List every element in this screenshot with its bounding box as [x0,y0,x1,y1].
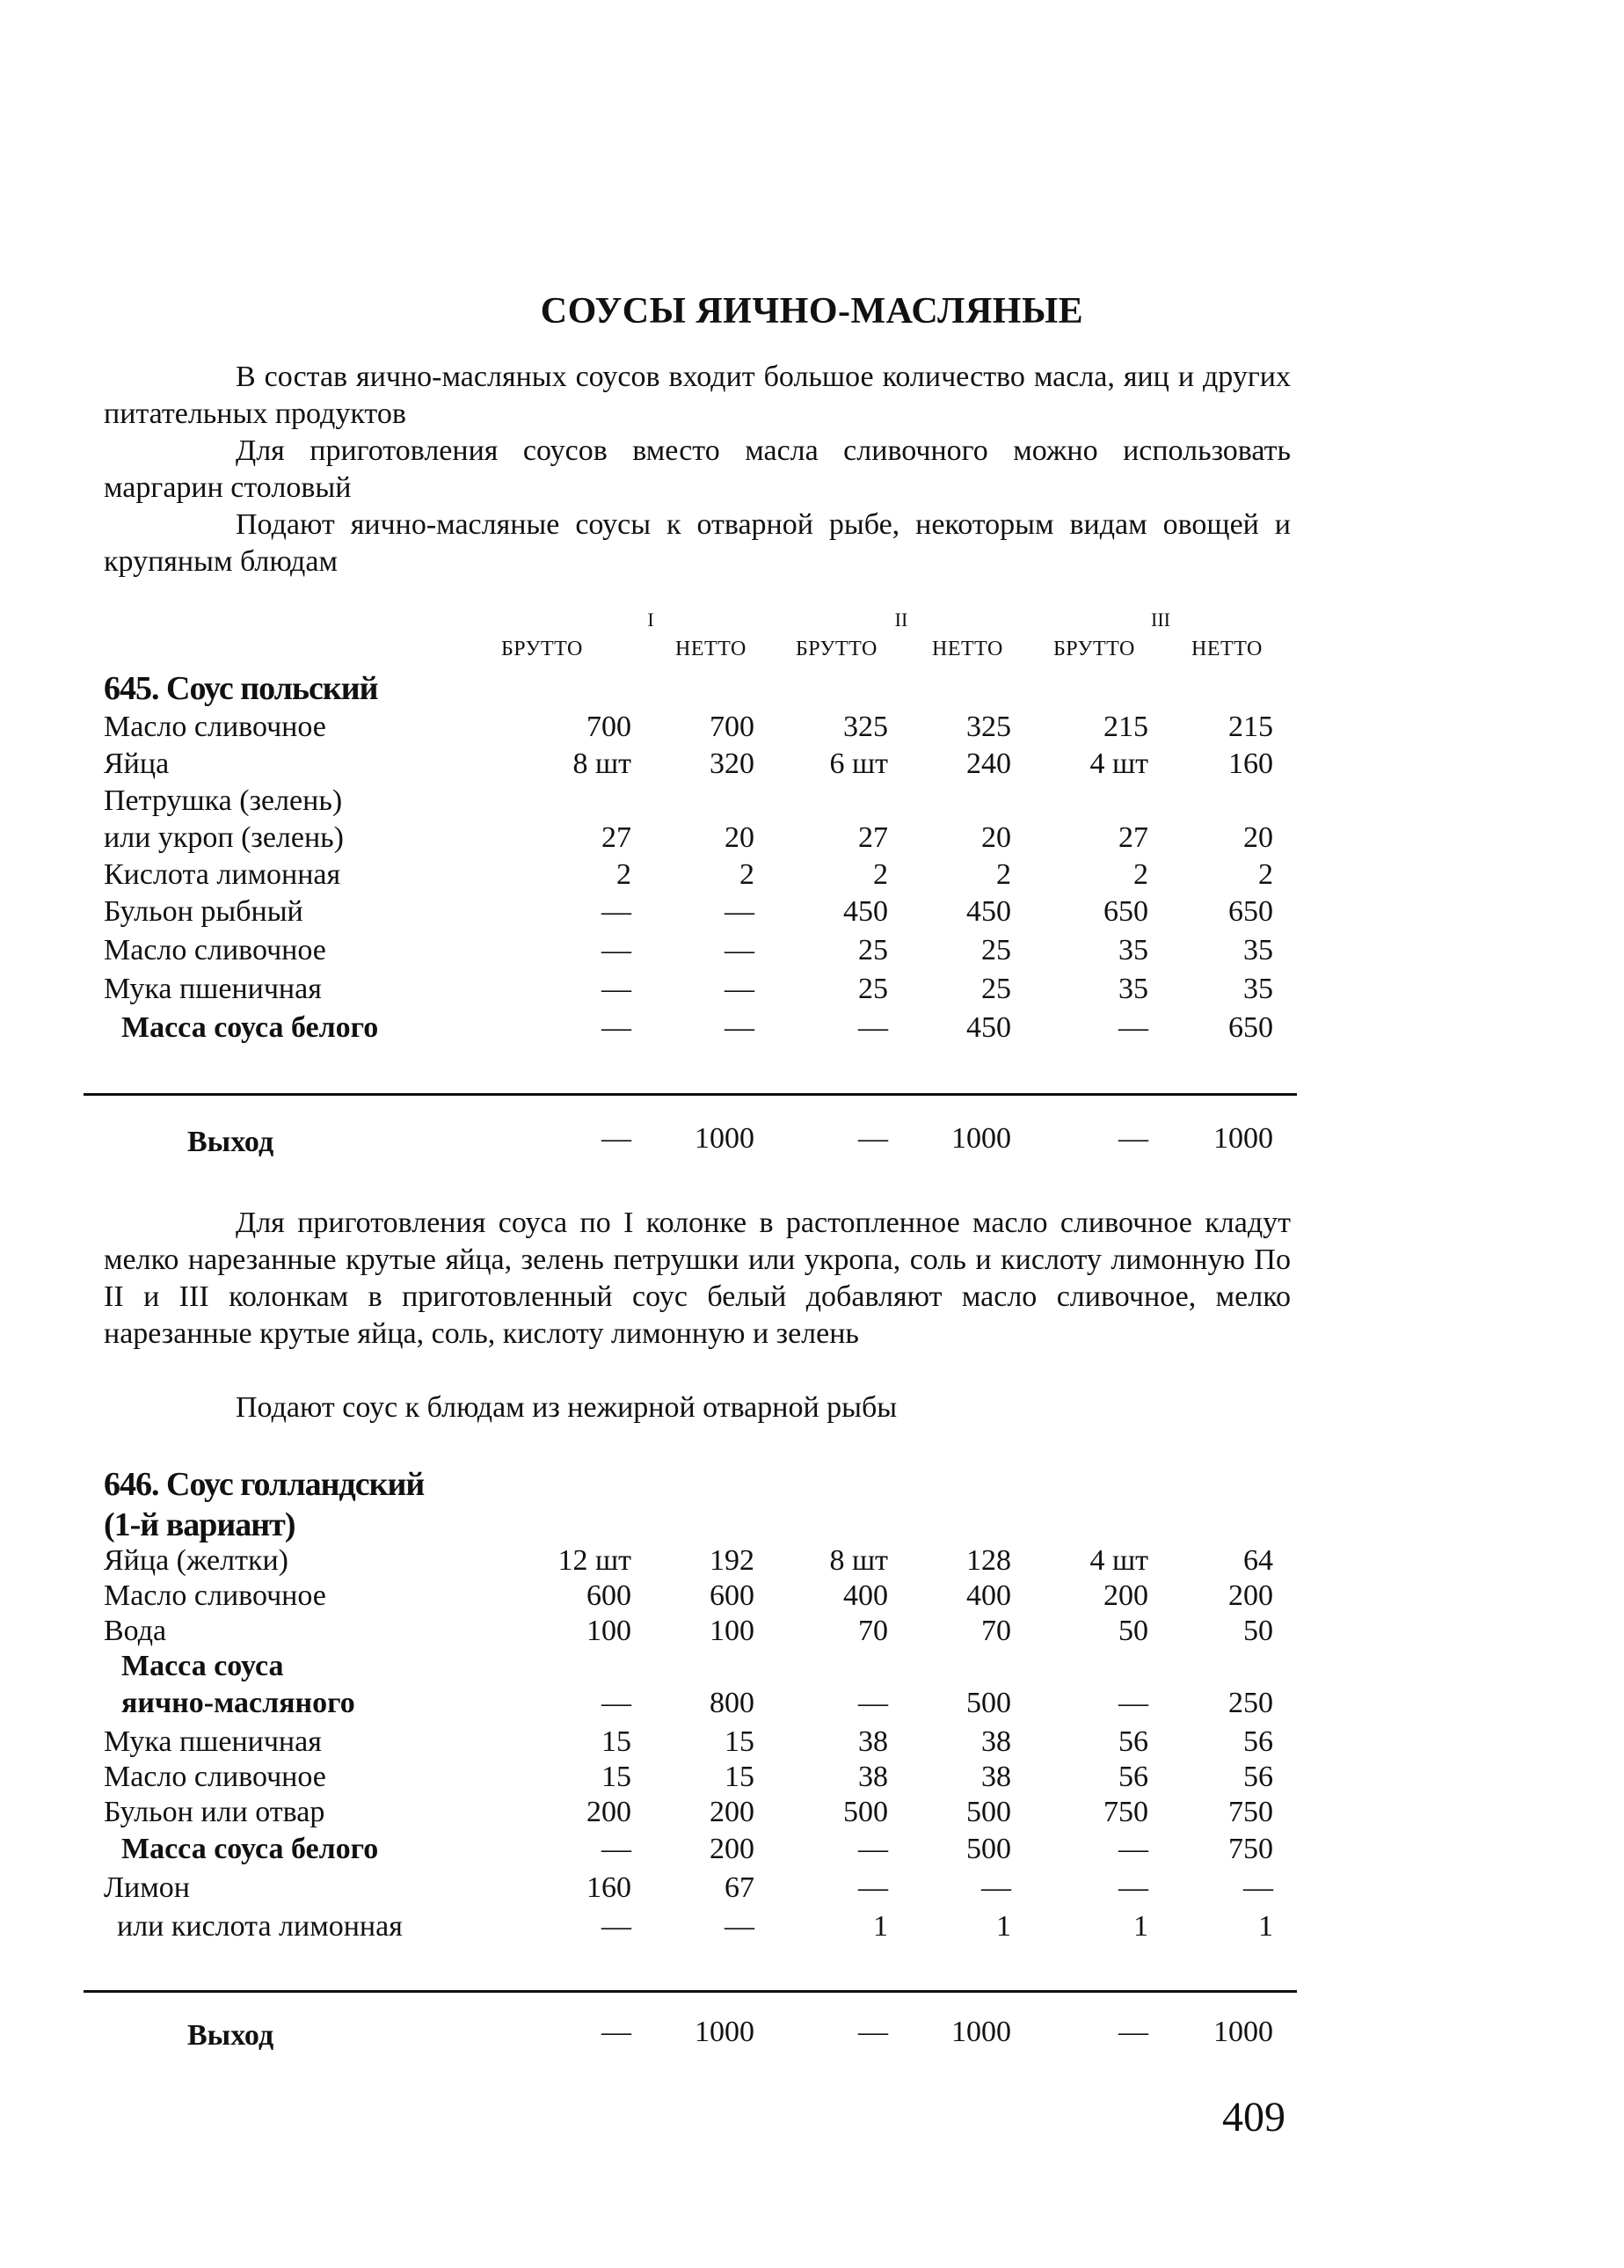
quantity-cell: — [725,934,754,966]
quantity-cell: 15 [601,1761,631,1793]
ingredient-name: Масса соуса белого [121,1833,379,1865]
quantity-cell: 25 [981,973,1011,1005]
table-row [104,1544,1300,1581]
quantity-cell: 800 [710,1687,754,1719]
table-row [104,711,1300,747]
quantity-cell: 215 [1103,711,1148,743]
quantity-cell: 8 шт [572,747,631,780]
yield-cell: 1000 [695,2016,754,2048]
recipe-645-title: 645. Соус польский [104,670,378,707]
quantity-cell: — [725,1910,754,1943]
ingredient-name: Бульон или отвар [104,1796,325,1828]
quantity-cell: 15 [725,1725,754,1758]
column-group-3: III [1151,609,1170,631]
quantity-cell: 56 [1243,1761,1273,1793]
yield-cell: 1000 [1213,1122,1273,1155]
quantity-cell: 240 [966,747,1011,780]
quantity-cell: 750 [1103,1796,1148,1828]
quantity-cell: 400 [843,1579,888,1612]
quantity-cell: 20 [981,821,1011,854]
quantity-cell: 27 [858,821,888,854]
quantity-cell: 250 [1228,1687,1273,1719]
quantity-cell: 12 шт [557,1544,631,1577]
quantity-cell: 25 [858,973,888,1005]
quantity-cell: 325 [843,711,888,743]
ingredient-name: Масса соуса белого [121,1011,379,1044]
quantity-cell: 35 [1243,934,1273,966]
quantity-cell: 650 [1228,1011,1273,1044]
yield-cell: — [601,1122,631,1155]
table-rule [84,1990,1297,1993]
quantity-cell: 325 [966,711,1011,743]
table-row [104,747,1300,784]
quantity-cell: — [601,934,631,966]
column-header-brutto-3: БРУТТО [1053,638,1135,660]
yield-cell: — [858,1122,888,1155]
ingredient-name: Кислота лимонная [104,858,341,891]
quantity-cell: 15 [725,1761,754,1793]
quantity-cell: 27 [1118,821,1148,854]
quantity-cell: 450 [966,1011,1011,1044]
quantity-cell: — [601,973,631,1005]
quantity-cell: 35 [1243,973,1273,1005]
quantity-cell: 700 [586,711,631,743]
quantity-cell: — [1243,1871,1273,1904]
quantity-cell: 56 [1118,1761,1148,1793]
quantity-cell: 215 [1228,711,1273,743]
quantity-cell: 35 [1118,934,1148,966]
ingredient-name: Масло сливочное [104,1761,326,1793]
yield-cell: 1000 [1213,2016,1273,2048]
quantity-cell: 200 [710,1833,754,1865]
yield-row [104,1122,1300,1159]
quantity-cell: 50 [1118,1615,1148,1647]
quantity-cell: — [858,1871,888,1904]
table-row [104,1615,1300,1652]
quantity-cell: 650 [1228,895,1273,928]
yield-cell: — [601,2016,631,2048]
ingredient-name: Вода [104,1615,167,1647]
quantity-cell: 1 [996,1910,1011,1943]
column-header-brutto-2: БРУТТО [796,638,878,660]
quantity-cell: 25 [858,934,888,966]
intro-paragraph-1: В состав яично-масляных соусов входит большое количество масла, яиц и других питательных продуктов [104,361,1291,430]
quantity-cell: 600 [586,1579,631,1612]
table-row [104,895,1300,932]
quantity-cell: 100 [710,1615,754,1647]
table-row [104,1687,1300,1724]
quantity-cell: 2 [873,858,888,891]
quantity-cell: 20 [1243,821,1273,854]
yield-cell: 1000 [951,2016,1011,2048]
yield-cell: — [858,2016,888,2048]
quantity-cell: — [858,1833,888,1865]
table-row [104,821,1300,858]
ingredient-name: или кислота лимонная [117,1910,403,1943]
recipe-646-title-line1: 646. Соус голландский [104,1466,425,1503]
quantity-cell: 200 [710,1796,754,1828]
quantity-cell: 500 [966,1796,1011,1828]
quantity-cell: 500 [843,1796,888,1828]
quantity-cell: 35 [1118,973,1148,1005]
quantity-cell: 56 [1118,1725,1148,1758]
quantity-cell: 70 [981,1615,1011,1647]
yield-row [104,2016,1300,2053]
ingredient-name: Петрушка (зелень) [104,784,343,817]
quantity-cell: — [1118,1011,1148,1044]
quantity-cell: 128 [966,1544,1011,1577]
column-group-2: II [894,609,908,631]
quantity-cell: 2 [1133,858,1148,891]
quantity-cell: — [1118,1833,1148,1865]
quantity-cell: 50 [1243,1615,1273,1647]
quantity-cell: 38 [981,1725,1011,1758]
quantity-cell: 750 [1228,1833,1273,1865]
table-row [104,1579,1300,1616]
table-row [104,1761,1300,1798]
quantity-cell: 4 шт [1089,747,1148,780]
quantity-cell: 500 [966,1833,1011,1865]
quantity-cell: 2 [616,858,631,891]
quantity-cell: — [601,895,631,928]
table-row [104,973,1300,1010]
quantity-cell: 2 [1258,858,1273,891]
ingredient-name: Яйца (желтки) [104,1544,288,1577]
ingredient-name: Мука пшеничная [104,1725,322,1758]
quantity-cell: 64 [1243,1544,1273,1577]
quantity-cell: 320 [710,747,754,780]
quantity-cell: 38 [981,1761,1011,1793]
ingredient-name: Яйца [104,747,170,780]
quantity-cell: 450 [966,895,1011,928]
ingredient-name: Масло сливочное [104,1579,326,1612]
quantity-cell: — [725,1011,754,1044]
table-row [104,784,1300,821]
yield-cell: 1000 [951,1122,1011,1155]
quantity-cell: 400 [966,1579,1011,1612]
quantity-cell: — [601,1833,631,1865]
ingredient-name: Мука пшеничная [104,973,322,1005]
table-row [104,1796,1300,1833]
table-row [104,934,1300,971]
quantity-cell: 650 [1103,895,1148,928]
quantity-cell: 700 [710,711,754,743]
quantity-cell: 1 [873,1910,888,1943]
quantity-cell: 4 шт [1089,1544,1148,1577]
table-row [104,1871,1300,1908]
quantity-cell: 500 [966,1687,1011,1719]
ingredient-name: Масло сливочное [104,711,326,743]
quantity-cell: 2 [996,858,1011,891]
table-row [104,1011,1300,1048]
page-number: 409 [1222,2094,1285,2140]
column-header-netto-2: НЕТТО [932,638,1003,660]
recipe-645-yield-label: Выход [187,1126,274,1158]
intro-paragraph-3: Подают яично-масляные соусы к отварной рыбе, некоторым видам овощей и крупяным блюдам [104,508,1291,578]
yield-cell: 1000 [695,1122,754,1155]
table-row [104,1910,1300,1947]
quantity-cell: 25 [981,934,1011,966]
quantity-cell: 27 [601,821,631,854]
quantity-cell: 750 [1228,1796,1273,1828]
quantity-cell: 38 [858,1725,888,1758]
quantity-cell: 15 [601,1725,631,1758]
quantity-cell: — [1118,1871,1148,1904]
quantity-cell: 200 [1228,1579,1273,1612]
ingredient-name: Масло сливочное [104,934,326,966]
yield-cell: — [1118,2016,1148,2048]
quantity-cell: 100 [586,1615,631,1647]
quantity-cell: — [1118,1687,1148,1719]
quantity-cell: 450 [843,895,888,928]
quantity-cell: 20 [725,821,754,854]
quantity-cell: 160 [1228,747,1273,780]
quantity-cell: — [858,1011,888,1044]
quantity-cell: 160 [586,1871,631,1904]
ingredient-name: Масса соуса [121,1650,284,1682]
quantity-cell: 200 [586,1796,631,1828]
table-rule [84,1093,1297,1096]
recipe-645-description-2: Подают соус к блюдам из нежирной отварной рыбы [236,1391,898,1424]
quantity-cell: 6 шт [829,747,888,780]
quantity-cell: 192 [710,1544,754,1577]
quantity-cell: 8 шт [829,1544,888,1577]
yield-cell: — [1118,1122,1148,1155]
quantity-cell: 600 [710,1579,754,1612]
quantity-cell: — [601,1687,631,1719]
quantity-cell: — [981,1871,1011,1904]
ingredient-name: или укроп (зелень) [104,821,344,854]
quantity-cell: — [858,1687,888,1719]
column-header-brutto-1: БРУТТО [501,638,583,660]
quantity-cell: 67 [725,1871,754,1904]
intro-paragraph-2: Для приготовления соусов вместо масла сливочного можно использовать маргарин столовый [104,434,1291,504]
column-group-1: I [647,609,654,631]
ingredient-name: Лимон [104,1871,190,1904]
quantity-cell: 38 [858,1761,888,1793]
quantity-cell: 70 [858,1615,888,1647]
ingredient-name: Бульон рыбный [104,895,303,928]
ingredient-name: яично-масляного [121,1687,355,1719]
quantity-cell: 200 [1103,1579,1148,1612]
quantity-cell: 56 [1243,1725,1273,1758]
recipe-646-title-line2: (1-й вариант) [104,1506,295,1543]
quantity-cell: 2 [739,858,754,891]
table-row [104,1833,1300,1870]
recipe-645-description-1: Для приготовления соуса по I колонке в растопленное масло сливочное кладут мелко нарезанные крутые яйца, зелень петрушки или укропа, соль и кислоту лимонную По II и III колонкам в приготовленный соус белый добавляют масло сливочное, мелко нарезанные крутые яйца, соль, кислоту лимонную и зелень [104,1207,1291,1350]
quantity-cell: — [725,895,754,928]
quantity-cell: — [601,1910,631,1943]
quantity-cell: — [601,1011,631,1044]
quantity-cell: 1 [1133,1910,1148,1943]
table-row [104,1725,1300,1762]
table-row [104,1650,1300,1687]
quantity-cell: — [725,973,754,1005]
table-row [104,858,1300,895]
section-title: СОУСЫ ЯИЧНО-МАСЛЯНЫЕ [540,291,1084,332]
recipe-646-yield-label: Выход [187,2019,274,2052]
column-header-netto-3: НЕТТО [1191,638,1263,660]
column-header-netto-1: НЕТТО [675,638,746,660]
quantity-cell: 1 [1258,1910,1273,1943]
